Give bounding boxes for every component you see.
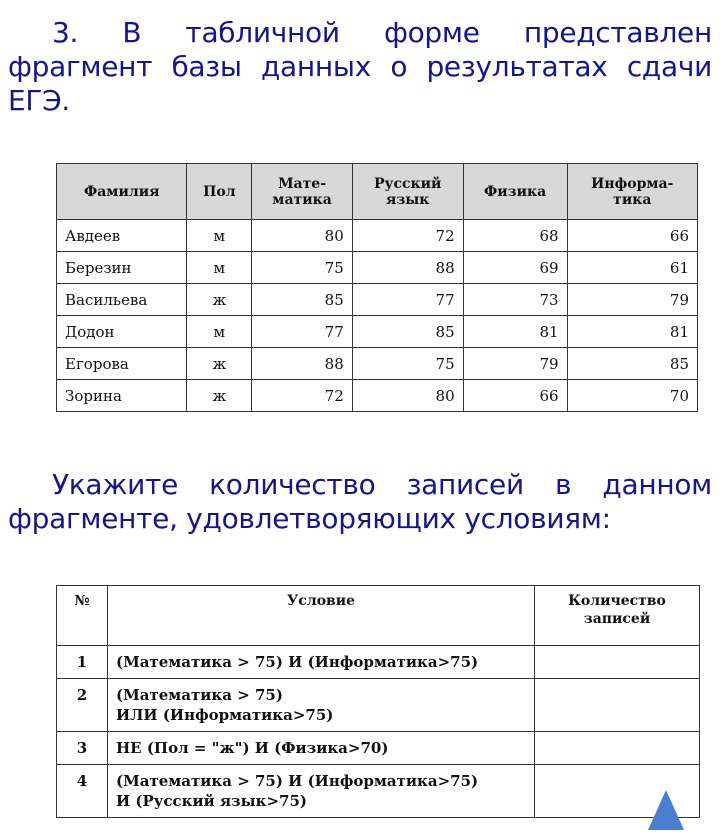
answer-cell <box>535 646 700 679</box>
table-cell: 80 <box>352 380 463 412</box>
table-cell: Васильева <box>57 284 187 316</box>
table-cell: 70 <box>567 380 697 412</box>
table-cell: 81 <box>567 316 697 348</box>
logo-icon <box>648 790 684 830</box>
table-cell: ж <box>187 284 252 316</box>
table-row <box>57 220 698 252</box>
table-cell: 72 <box>252 380 352 412</box>
table-cell: Егорова <box>57 348 187 380</box>
table-cell: ж <box>187 380 252 412</box>
table-cell: 81 <box>463 316 567 348</box>
table-cell: 66 <box>463 380 567 412</box>
column-header: Физика <box>463 164 567 220</box>
table-cell: 88 <box>352 252 463 284</box>
column-header: Мате- матика <box>252 164 352 220</box>
column-header: № <box>57 586 108 646</box>
table-cell: Зорина <box>57 380 187 412</box>
question-text: Укажите количество записей в данном фрагменте, удовлетворяющих условиям: <box>8 468 712 535</box>
answer-cell <box>535 732 700 765</box>
table-cell: 68 <box>463 220 567 252</box>
table-cell: 3 <box>57 732 108 765</box>
intro-text: 3. В табличной форме представлен фрагмент базы данных о результатах сдачи ЕГЭ. <box>8 16 712 117</box>
table-row <box>57 732 700 765</box>
answer-cell <box>535 679 700 732</box>
table-cell: 79 <box>463 348 567 380</box>
table-cell: м <box>187 252 252 284</box>
column-header: Фамилия <box>57 164 187 220</box>
table-cell: Авдеев <box>57 220 187 252</box>
column-header: Русский язык <box>352 164 463 220</box>
table-row <box>57 380 698 412</box>
table-cell: 69 <box>463 252 567 284</box>
table-cell: 2 <box>57 679 108 732</box>
table-cell: 75 <box>252 252 352 284</box>
exam-results-table <box>56 163 698 412</box>
conditions-table <box>56 585 700 818</box>
table-cell: (Математика > 75) И (Информатика>75) <box>108 646 535 679</box>
table-cell: 73 <box>463 284 567 316</box>
table-cell: 4 <box>57 765 108 818</box>
table-cell: 75 <box>352 348 463 380</box>
table-cell: 72 <box>352 220 463 252</box>
column-header: Условие <box>108 586 535 646</box>
table-row <box>57 284 698 316</box>
column-header: Пол <box>187 164 252 220</box>
table-cell: ж <box>187 348 252 380</box>
table-cell: 61 <box>567 252 697 284</box>
table-cell: 85 <box>252 284 352 316</box>
table-cell: (Математика > 75) ИЛИ (Информатика>75) <box>108 679 535 732</box>
table-cell: 79 <box>567 284 697 316</box>
table-cell: (Математика > 75) И (Информатика>75) И (Русский язык>75) <box>108 765 535 818</box>
table-cell: Додон <box>57 316 187 348</box>
table-cell: 77 <box>352 284 463 316</box>
table-cell: НЕ (Пол = "ж") И (Физика>70) <box>108 732 535 765</box>
table-row <box>57 348 698 380</box>
table-cell: Березин <box>57 252 187 284</box>
table-row <box>57 646 700 679</box>
table-cell: м <box>187 316 252 348</box>
column-header: Количество записей <box>535 586 700 646</box>
table-cell: 66 <box>567 220 697 252</box>
table-row <box>57 252 698 284</box>
table-cell: 80 <box>252 220 352 252</box>
column-header: Информа- тика <box>567 164 697 220</box>
table-row <box>57 765 700 818</box>
table-cell: м <box>187 220 252 252</box>
table-row <box>57 679 700 732</box>
table-cell: 85 <box>352 316 463 348</box>
table-cell: 77 <box>252 316 352 348</box>
table-cell: 1 <box>57 646 108 679</box>
table-cell: 85 <box>567 348 697 380</box>
table-cell: 88 <box>252 348 352 380</box>
table-row <box>57 316 698 348</box>
